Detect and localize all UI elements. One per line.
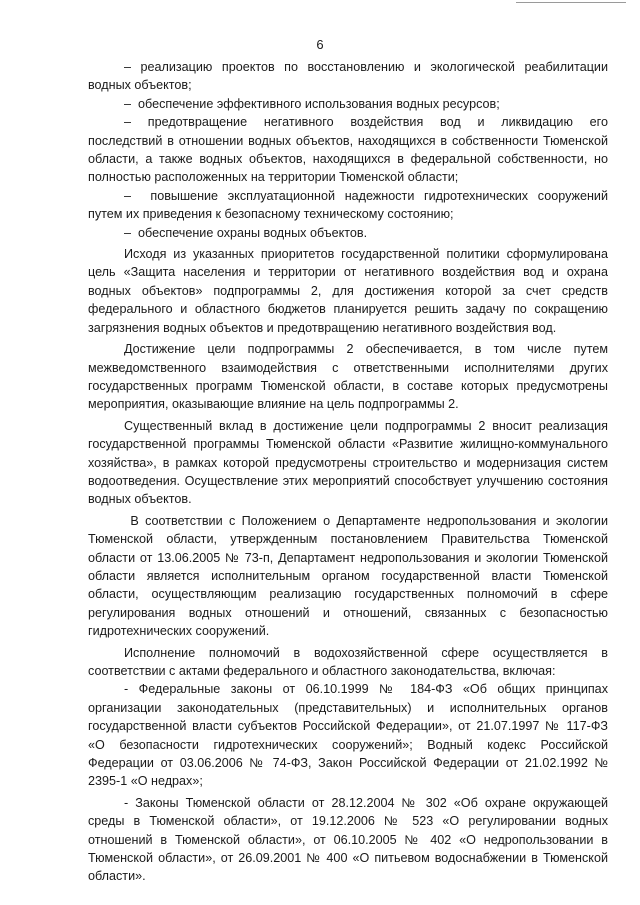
paragraph-bullet-protection: – обеспечение охраны водных объектов. (124, 225, 368, 240)
paragraph-powers: Исполнение полномочий в водохозяйственной сфере осуществляется в соответствии с актами федерального и областного законодательства, включая: (88, 645, 612, 678)
paragraph-regulation: В соответствии с Положением о Департаменте недропользования и экологии Тюменской области, утвержденным постановлением Правительства Тюменской области от 13.06.2005 № 73-п, Департамент недропользования и экологии Тюменской области является исполнительным органом государственной власти Тюменской области, осуществляющим реализацию государственных полномочий в сфере регулирования водных отношений и отношений, связанных с безопасностью гидротехнических сооружений. (88, 513, 612, 639)
paragraph-achievement: Достижение цели подпрограммы 2 обеспечивается, в том числе путем межведомственного взаимодействия с ответственными исполнителями других государственных программ Тюменской области, в составе которых предусмотрены мероприятия, оказывающие влияние на цель подпрограммы 2. (88, 342, 612, 412)
paragraph-federal-laws: - Федеральные законы от 06.10.1999 № 184-ФЗ «Об общих принципах организации законодательных (представительных) и исполнительных органов государственной власти субъектов Российской Федерации», от 21.07.1997 № 117-ФЗ «О безопасности гидротехнических сооружений»; Водный кодекс Российской Федерации от 03.06.2006 № 74-ФЗ, Закон Российской Федерации от 21.02.1992 № 2395-1 «О недрах»; (88, 682, 612, 789)
paragraph-bullet-reliability: – повышение эксплуатационной надежности гидротехнических сооружений путем их приведения к безопасному техническому состоянию; (88, 188, 612, 222)
page-number: 6 (316, 37, 324, 52)
paragraph-bullet-prevention: – предотвращение негативного воздействия вод и ликвидацию его последствий в отношении водных объектов, находящихся в собственности Тюменской области, а также водных объектов, находящихся в федеральной собственности, но полностью расположенных на территории Тюменской области; (88, 115, 612, 185)
paragraph-regional-laws: - Законы Тюменской области от 28.12.2004 № 302 «Об охране окружающей среды в Тюменской области», от 19.12.2006 № 523 «О регулировании водных отношений в Тюменской области», от 06.10.2005 № 402 «О недропользовании в Тюменской области», от 26.09.2001 № 400 «О питьевом водоснабжении в Тюменской области». (88, 795, 612, 884)
paragraph-contribution: Существенный вклад в достижение цели подпрограммы 2 вносит реализация государственной программы Тюменской области «Развитие жилищно-коммунального хозяйства», в рамках которой предусмотрены строительство и модернизация систем водоотведения. Осуществление этих мероприятий способствует улучшению состояния водных объектов. (88, 418, 612, 507)
paragraph-bullet-restoration: – реализацию проектов по восстановлению и экологической реабилитации водных объектов; (88, 60, 612, 93)
paragraph-bullet-efficient-use: – обеспечение эффективного использования водных ресурсов; (124, 96, 500, 111)
top-rule (516, 2, 626, 3)
document-body (88, 58, 612, 886)
paragraph-goal: Исходя из указанных приоритетов государственной политики сформулирована цель «Защита населения и территории от негативного воздействия вод и охрана водных объектов» подпрограммы 2, для достижения которой за счет средств федерального и областного бюджетов планируется решить задачу по сокращению загрязнения водных объектов и предотвращению негативного воздействия вод. (88, 247, 612, 335)
